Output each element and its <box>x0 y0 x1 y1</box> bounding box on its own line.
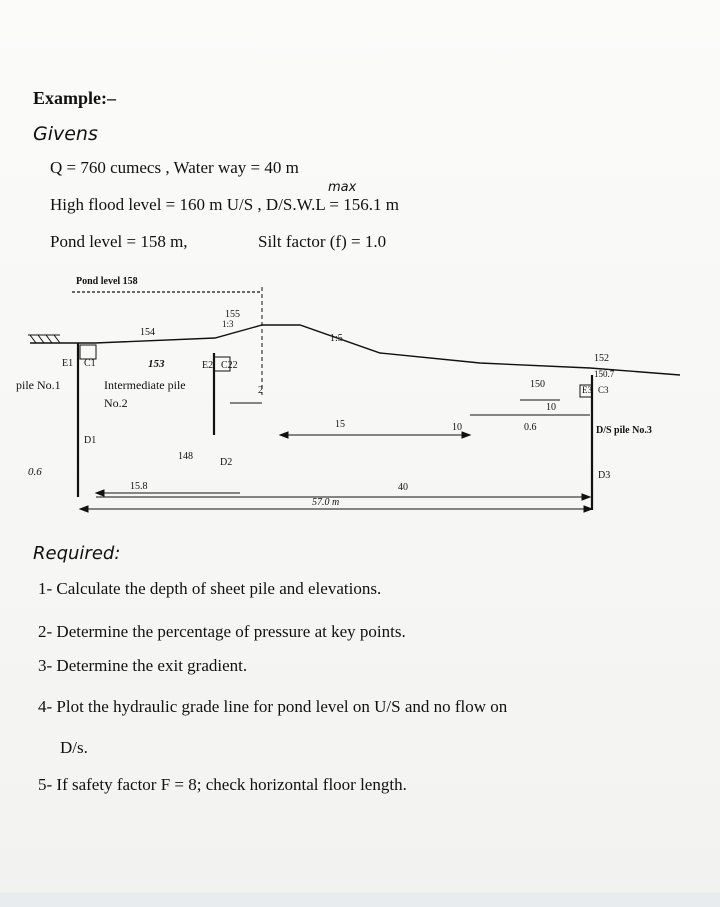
label-e2: E2 <box>202 360 214 371</box>
label-148: 148 <box>178 451 193 462</box>
label-dim-06: 0.6 <box>524 422 537 433</box>
label-ds-pile: D/S pile No.3 <box>596 425 652 436</box>
label-1507: 150.7 <box>594 369 615 379</box>
label-e1: E1 <box>62 358 74 369</box>
label-dim-15: 15 <box>335 419 345 430</box>
label-dim-158: 15.8 <box>130 481 148 492</box>
required-item-4-cont: D/s. <box>60 738 88 757</box>
label-pond-level: Pond level 158 <box>76 276 138 287</box>
label-2: 2 <box>258 385 263 396</box>
required-item-1: 1- Calculate the depth of sheet pile and elevations. <box>38 579 382 598</box>
label-c3: C3 <box>598 385 609 395</box>
label-152: 152 <box>594 353 609 364</box>
required-heading: Required: <box>33 543 121 564</box>
required-item-3: 3- Determine the exit gradient. <box>38 656 248 675</box>
label-153: 153 <box>148 358 165 370</box>
required-item-5: 5- If safety factor F = 8; check horizontal floor length. <box>38 775 407 794</box>
weir-section-diagram <box>0 265 720 540</box>
label-dim-10: 10 <box>452 422 462 433</box>
label-intermediate-pile: Intermediate pile <box>104 378 186 392</box>
label-c1: C1 <box>84 358 96 369</box>
example-heading: Example:– <box>33 88 116 108</box>
given-heading: Givens <box>33 123 98 145</box>
label-pile-1: pile No.1 <box>16 378 61 392</box>
label-150: 150 <box>530 379 545 390</box>
required-item-2: 2- Determine the percentage of pressure at key points. <box>38 622 406 641</box>
label-c2: C22 <box>221 360 238 371</box>
label-e3: E3 <box>582 385 592 395</box>
label-dim-570: 57.0 m <box>312 497 340 508</box>
label-slope-us: 1:3 <box>222 319 234 329</box>
given-line-1: Q = 760 cumecs , Water way = 40 m <box>50 158 299 177</box>
required-item-4: 4- Plot the hydraulic grade line for pond level on U/S and no flow on <box>38 697 508 716</box>
label-dim-40: 40 <box>398 482 408 493</box>
label-dim-10b: 10 <box>546 402 556 413</box>
label-d1: D1 <box>84 435 97 446</box>
given-line-3a: Pond level = 158 m, <box>50 232 188 251</box>
label-d3: D3 <box>598 470 611 481</box>
bottom-strip <box>0 893 720 907</box>
label-d2: D2 <box>220 457 233 468</box>
label-no2: No.2 <box>104 396 128 410</box>
given-line-2: High flood level = 160 m U/S , D/S.W.L = 156.1 m <box>50 195 399 214</box>
given-line-3b: Silt factor (f) = 1.0 <box>258 232 387 251</box>
max-annotation: max <box>328 180 357 195</box>
label-155: 155 <box>225 309 240 320</box>
label-depth-06: 0.6 <box>28 466 42 478</box>
label-154: 154 <box>140 327 155 338</box>
label-slope-ds: 1:5 <box>330 333 343 344</box>
